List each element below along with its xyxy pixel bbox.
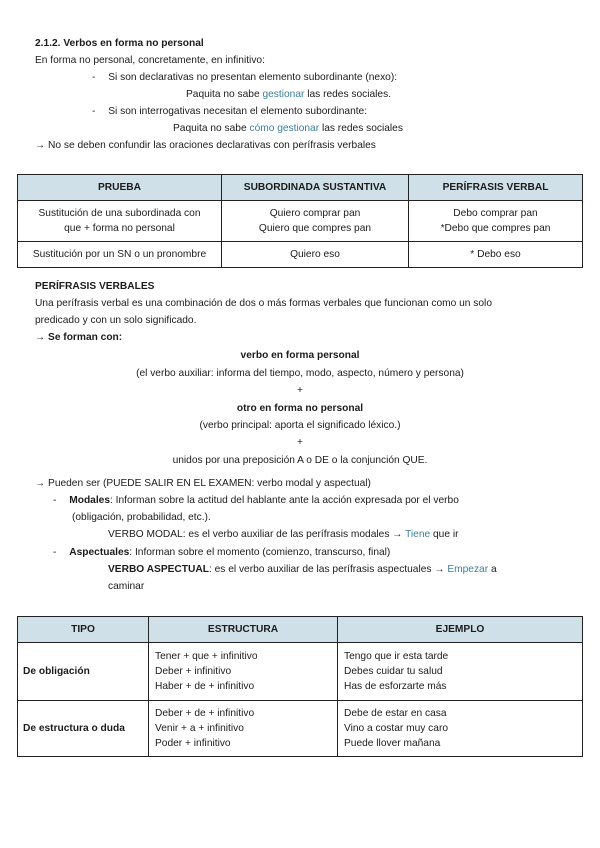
cell-line: Sustitución de una subordinada con — [38, 208, 201, 219]
formula-line: unidos por una preposición A o DE o la conjunción QUE. — [172, 455, 428, 466]
term-text: a — [488, 564, 497, 575]
bullet-dash: - — [92, 72, 96, 83]
cell-line: Quiero que compres pan — [258, 223, 372, 234]
bullet-text: : Informan sobre la actitud del hablante ante la acción expresada por el verbo — [110, 495, 459, 506]
bullet-item-modales — [53, 495, 459, 506]
table-header-row — [18, 175, 583, 201]
highlight-text: cómo gestionar — [249, 123, 320, 134]
intro-text: En forma no personal, concretamente, en infinitivo: — [35, 55, 265, 66]
bullet-dash: - — [53, 495, 57, 506]
table-cell — [409, 242, 583, 268]
term-text: que ir — [430, 529, 459, 540]
plus-sign: + — [297, 385, 303, 396]
definition-line: predicado y con un solo significado. — [35, 315, 197, 326]
bullet-item-aspectuales — [53, 547, 390, 558]
table-cell — [18, 201, 222, 242]
highlight-text: Empezar — [447, 564, 489, 575]
table-header-cell: PRUEBA — [18, 175, 222, 201]
table-cell — [222, 242, 409, 268]
table-cell — [338, 701, 583, 757]
table-row — [18, 701, 583, 757]
term-label: VERBO MODAL — [108, 529, 183, 540]
plus-sign: + — [297, 437, 303, 448]
table-header-cell: EJEMPLO — [338, 617, 583, 643]
table-row — [18, 242, 583, 268]
cell-line: Haber + de + infinitivo — [155, 681, 255, 692]
cell-line: Has de esforzarte más — [344, 681, 447, 692]
example-text: Paquita no sabe — [186, 89, 263, 100]
forman-heading: → Se forman con: — [35, 332, 123, 343]
table-header-cell: PERÍFRASIS VERBAL — [409, 175, 583, 201]
cell-line: Debe de estar en casa — [344, 708, 447, 719]
table-cell — [222, 201, 409, 242]
bullet-item — [92, 106, 367, 117]
highlight-text: gestionar — [262, 89, 305, 100]
cell-line: * Debo eso — [470, 249, 521, 260]
table-cell — [18, 242, 222, 268]
aspectual-line-continuation: caminar — [108, 581, 145, 592]
cell-line: Deber + infinitivo — [155, 666, 232, 677]
table-cell: De estructura o duda — [18, 701, 149, 757]
example-sentence — [173, 123, 403, 134]
modal-line — [108, 529, 459, 540]
table-row — [18, 643, 583, 701]
cell-line: *Debo que compres pan — [440, 223, 551, 234]
table-row — [18, 201, 583, 242]
comparison-table — [17, 174, 583, 268]
cell-line: Deber + de + infinitivo — [155, 708, 255, 719]
table-header-row — [18, 617, 583, 643]
formula-line: otro en forma no personal — [236, 403, 364, 414]
bullet-label: Modales — [69, 495, 111, 506]
bullet-text: Si son declarativas no presentan elemento subordinante (nexo): — [108, 72, 398, 83]
example-sentence — [186, 89, 391, 100]
table-cell — [409, 201, 583, 242]
cell-line: Quiero comprar pan — [269, 208, 361, 219]
cell-line: Tengo que ir esta tarde — [344, 651, 449, 662]
example-text: las redes sociales — [319, 123, 403, 134]
cell-line: Debes cuidar tu salud — [344, 666, 443, 677]
table-cell — [149, 643, 338, 701]
cell-line: que + forma no personal — [64, 223, 175, 234]
highlight-text: Tiene — [405, 529, 431, 540]
table-cell: De obligación — [18, 643, 149, 701]
pueden-line: → Pueden ser (PUEDE SALIR EN EL EXAMEN: verbo modal y aspectual) — [35, 478, 371, 489]
section-heading: 2.1.2. Verbos en forma no personal — [35, 38, 204, 49]
bullet-text: Si son interrogativas necesitan el elemento subordinante: — [108, 106, 368, 117]
table-cell — [149, 701, 338, 757]
aspectual-line — [108, 564, 497, 575]
cell-line: Debo comprar pan — [453, 208, 538, 219]
cell-line: Quiero eso — [290, 249, 340, 260]
cell-line: Puede llover mañana — [344, 738, 441, 749]
formula-line: verbo en forma personal — [240, 350, 360, 361]
cell-line: Venir + a + infinitivo — [155, 723, 244, 734]
definition-line: Una perífrasis verbal es una combinación de dos o más formas verbales que funcionan como un solo — [35, 298, 492, 309]
bullet-text: : Informan sobre el momento (comienzo, transcurso, final) — [129, 547, 391, 558]
example-text: las redes sociales. — [304, 89, 392, 100]
term-text: : es el verbo auxiliar de las perífrasis modales → — [182, 529, 406, 540]
table-header-cell: SUBORDINADA SUSTANTIVA — [222, 175, 409, 201]
bullet-continuation: (obligación, probabilidad, etc.). — [72, 512, 211, 523]
bullet-dash: - — [92, 106, 96, 117]
cell-line: Poder + infinitivo — [155, 738, 231, 749]
term-text: : es el verbo auxiliar de las perífrasis aspectuales → — [208, 564, 448, 575]
table-header-cell: ESTRUCTURA — [149, 617, 338, 643]
cell-line: Tener + que + infinitivo — [155, 651, 258, 662]
term-label: VERBO ASPECTUAL — [108, 564, 209, 575]
table-header-cell: TIPO — [18, 617, 149, 643]
table-cell — [338, 643, 583, 701]
cell-line: Sustitución por un SN o un pronombre — [32, 249, 207, 260]
section-title: PERÍFRASIS VERBALES — [35, 281, 155, 292]
example-text: Paquita no sabe — [173, 123, 250, 134]
bullet-dash: - — [53, 547, 57, 558]
formula-desc: (el verbo auxiliar: informa del tiempo, modo, aspecto, número y persona) — [136, 368, 464, 379]
bullet-label: Aspectuales — [69, 547, 130, 558]
perifrasis-table — [17, 616, 583, 757]
bullet-item — [92, 72, 397, 83]
formula-desc: (verbo principal: aporta el significado léxico.) — [199, 420, 401, 431]
note-text: → No se deben confundir las oraciones declarativas con perífrasis verbales — [35, 140, 376, 151]
cell-line: Vino a costar muy caro — [344, 723, 448, 734]
